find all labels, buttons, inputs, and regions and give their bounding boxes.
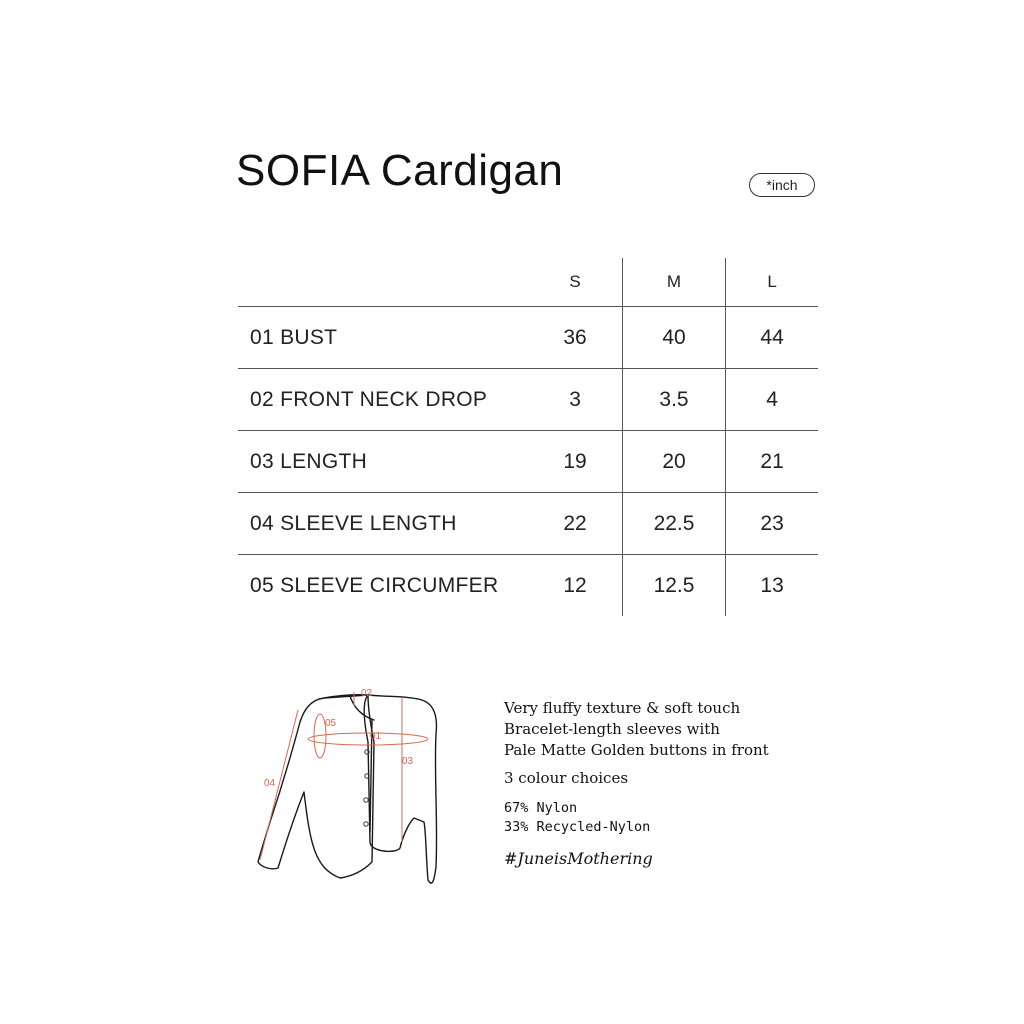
cell-size-m: 40 xyxy=(622,307,725,369)
cell-size-m: 12.5 xyxy=(622,555,725,617)
marker-03: 03 xyxy=(402,756,414,767)
feature-line: Very fluffy texture & soft touch xyxy=(504,699,741,717)
row-label: 02 FRONT NECK DROP xyxy=(238,369,528,431)
header-size-m: M xyxy=(622,258,725,307)
cell-size-m: 20 xyxy=(622,431,725,493)
cell-size-s: 19 xyxy=(528,431,622,493)
colour-choices: 3 colour choices xyxy=(504,769,629,787)
cell-size-m: 22.5 xyxy=(622,493,725,555)
marker-05: 05 xyxy=(325,718,337,729)
table-header-row xyxy=(238,258,818,307)
table-row xyxy=(238,307,818,369)
header-label-cell xyxy=(238,258,528,307)
unit-badge: *inch xyxy=(749,173,815,197)
cell-size-s: 12 xyxy=(563,573,587,597)
marker-02: 02 xyxy=(361,688,373,699)
cell-size-l: 4 xyxy=(726,369,818,431)
composition xyxy=(504,799,834,837)
row-label: 04 SLEEVE LENGTH xyxy=(238,493,528,555)
feature-line: Pale Matte Golden buttons in front xyxy=(504,741,769,759)
table-row xyxy=(238,431,818,493)
row-label: 05 SLEEVE CIRCUMFER xyxy=(250,573,499,597)
cell-size-s: 3 xyxy=(528,369,622,431)
cell-size-l: 13 xyxy=(726,555,818,617)
row-label: 01 BUST xyxy=(238,307,528,369)
cardigan-outline xyxy=(258,695,437,883)
cell-size-s: 36 xyxy=(528,307,622,369)
cardigan-measurement-diagram xyxy=(250,682,450,887)
marker-01: 01 xyxy=(370,731,382,742)
product-description xyxy=(504,698,834,868)
feature-line: Bracelet-length sleeves with xyxy=(504,720,720,738)
table-row xyxy=(238,493,818,555)
composition-line: 33% Recycled-Nylon xyxy=(504,819,651,835)
hashtag: #JuneisMothering xyxy=(504,849,653,868)
header-size-l: L xyxy=(726,258,818,307)
page-title: SOFIA Cardigan xyxy=(236,146,564,195)
cell-size-l: 23 xyxy=(726,493,818,555)
cell-size-m: 3.5 xyxy=(622,369,725,431)
cell-size-l: 21 xyxy=(726,431,818,493)
table-row xyxy=(238,555,818,617)
header-size-s: S xyxy=(528,258,622,307)
marker-04: 04 xyxy=(264,778,276,789)
cell-size-s: 22 xyxy=(528,493,622,555)
size-chart-table xyxy=(238,258,818,616)
row-label: 03 LENGTH xyxy=(238,431,528,493)
cell-size-l: 44 xyxy=(726,307,818,369)
composition-line: 67% Nylon xyxy=(504,800,578,816)
table-row xyxy=(238,369,818,431)
